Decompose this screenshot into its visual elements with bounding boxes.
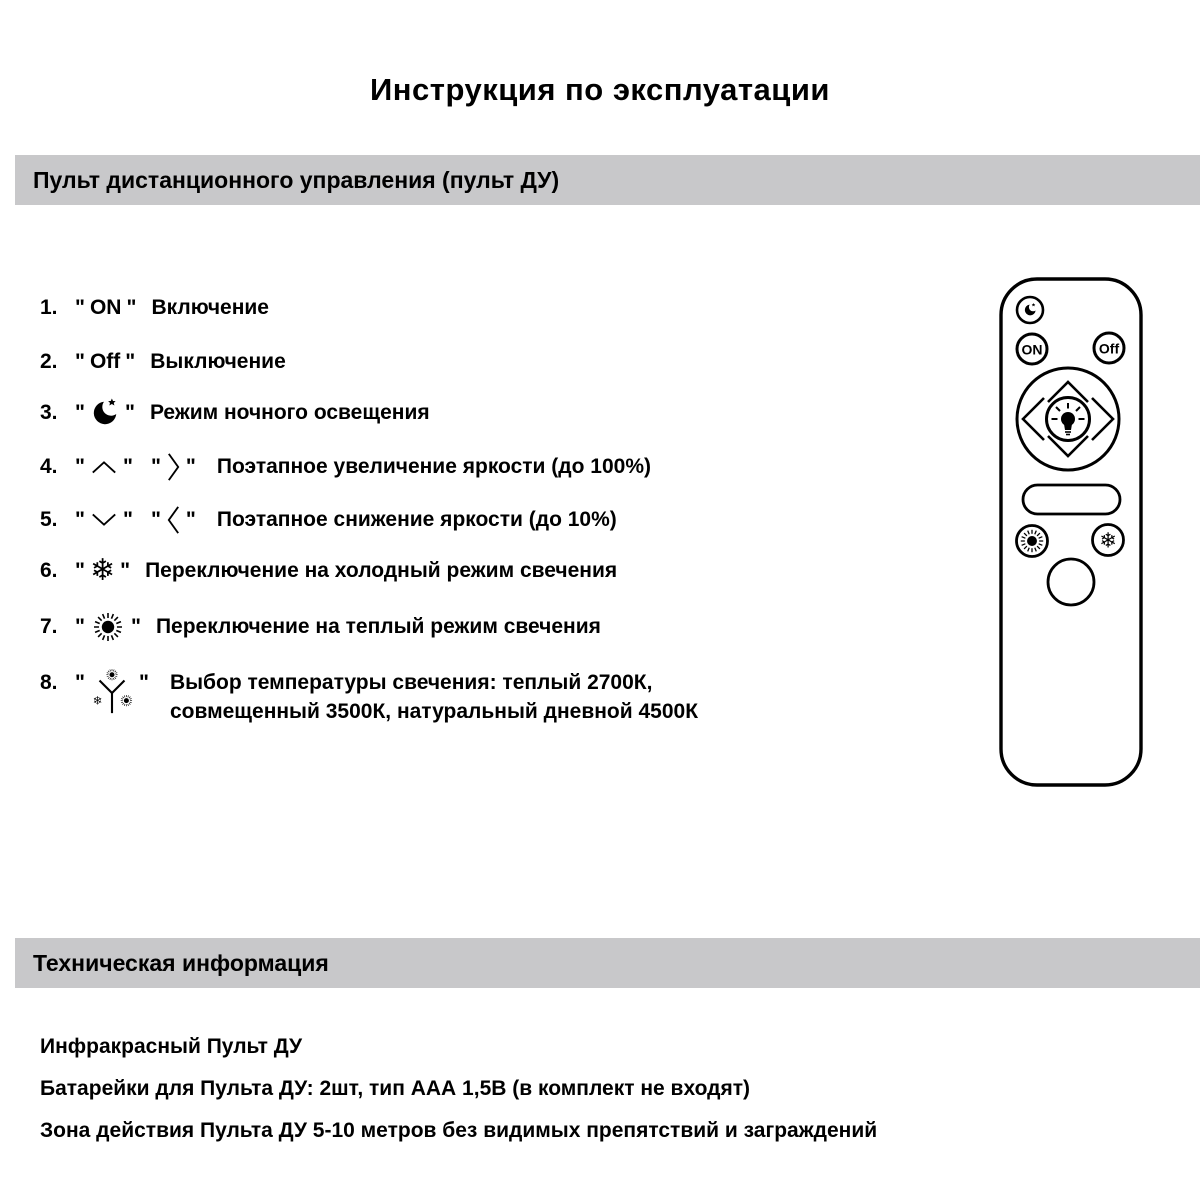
color-temperature-select-icon [90,668,134,716]
quote-mark: " [75,401,85,424]
section-header-remote-label: Пульт дистанционного управления (пульт ДУ) [33,166,560,193]
crescent-moon-icon [90,398,120,428]
item-number: 8. [40,671,58,694]
quote-mark: " [122,508,133,531]
quote-mark: " [75,671,85,694]
quote-mark: " [75,350,85,373]
item-number: 4. [40,455,58,478]
list-item-night-mode [40,391,430,435]
quote-mark: " [120,559,131,582]
chevron-down-icon [90,511,118,529]
item-description: Переключение на теплый режим свечения [155,615,601,638]
quote-mark: " [124,401,135,424]
quote-mark: " [138,671,149,694]
snowflake-icon: ❄ [1099,528,1117,553]
list-item-cold-mode [40,549,617,593]
item-description: Поэтапное снижение яркости (до 10%) [216,508,617,531]
list-item-on [40,286,269,330]
quote-mark: " [75,615,85,638]
quote-mark: " [75,508,85,531]
item-number: 7. [40,615,58,638]
quote-mark: " [75,455,85,478]
section-header-tech-label: Техническая информация [33,949,329,976]
warm-mode-button [1017,526,1048,557]
item-description-line1: Выбор температуры свечения: теплый 2700К, [169,671,653,694]
quote-mark: " [75,559,85,582]
list-item-color-temperature [40,668,698,726]
quote-mark: " [150,455,161,478]
section-header-tech [15,938,1200,988]
item-description: Поэтапное увеличение яркости (до 100%) [216,455,651,478]
list-item-warm-mode [40,605,601,649]
item-number: 1. [40,296,58,319]
list-item-brightness-down [40,498,617,542]
quote-mark: " [125,350,136,373]
item-description: Выключение [150,350,286,373]
angle-right-icon [166,450,181,484]
remote-on-label: ON [1021,341,1043,358]
on-keyword: ON [89,296,122,319]
angle-left-icon [166,503,181,537]
item-description: Включение [151,296,269,319]
svg-text:❄: ❄ [92,693,103,708]
snowflake-icon: ❄ [89,553,116,588]
item-description: Режим ночного освещения [149,401,430,424]
list-item-brightness-up [40,445,651,489]
warm-sun-icon [1021,530,1043,552]
tech-info [40,1026,877,1152]
item-description [170,668,698,726]
warm-sun-icon [90,609,126,645]
item-number: 2. [40,350,58,373]
quote-mark: " [185,455,196,478]
quote-mark: " [130,615,141,638]
item-description-line2: совмещенный 3500К, натуральный дневной 4500К [169,700,699,723]
item-description: Переключение на холодный режим свечения [145,559,618,582]
quote-mark: " [150,508,161,531]
quote-mark: " [126,296,137,319]
remote-off-label: Off [1098,340,1120,357]
item-number: 5. [40,508,58,531]
off-keyword: Off [89,350,121,373]
item-number: 6. [40,559,58,582]
quote-mark: " [122,455,133,478]
tech-info-line: Инфракрасный Пульт ДУ [40,1035,303,1058]
section-header-remote [15,155,1200,205]
list-item-off [40,340,286,384]
quote-mark: " [185,508,196,531]
remote-control-illustration [999,277,1143,787]
quote-mark: " [75,296,85,319]
page-title: Инструкция по эксплуатации [370,72,830,107]
tech-info-line: Батарейки для Пульта ДУ: 2шт, тип ААА 1,5В (в комплект не входят) [40,1077,751,1100]
chevron-up-icon [90,458,118,476]
item-number: 3. [40,401,58,424]
tech-info-line: Зона действия Пульта ДУ 5-10 метров без видимых препятствий и заграждений [40,1119,878,1142]
